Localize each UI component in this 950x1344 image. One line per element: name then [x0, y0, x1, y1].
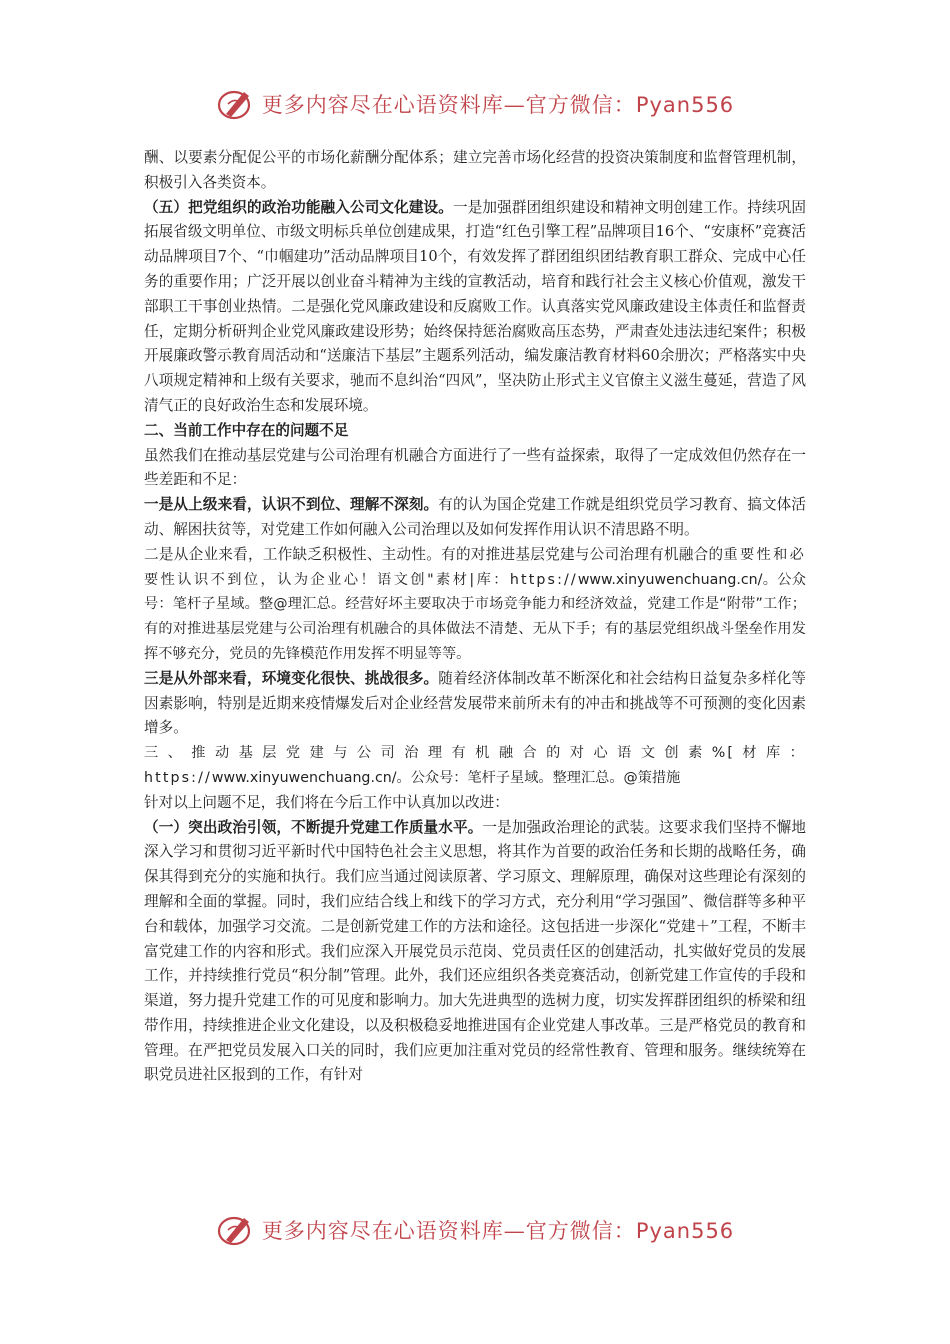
pen-logo-icon: [216, 84, 256, 124]
paragraph: 酬、以要素分配促公平的市场化薪酬分配体系；建立完善市场化经营的投资决策制度和监督管理机制，积极引入各类资本。: [144, 149, 806, 191]
paragraph: （一）突出政治引领，不断提升党建工作质量水平。一是加强政治理论的武装。这要求我们坚持不懈地深入学习和贯彻习近平新时代中国特色社会主义思想，将其作为首要的政治任务和长期的战略任务，确保其得到充分的实施和执行。我们应当通过阅读原著、学习原文、理解原理，确保对这些理论有深刻的理解和全面的掌握。同时，我们应结合线上和线下的学习方式，充分利用“学习强国”、微信群等多种平台和载体，加强学习交流。二是创新党建工作的方法和途径。这包括进一步深化“党建＋”工程，不断丰富党建工作的内容和形式。我们应深入开展党员示范岗、党员责任区的创建活动，扎实做好党员的发展工作，并持续推行党员“积分制”管理。此外，我们还应组织各类竞赛活动，创新党建工作宣传的手段和渠道，努力提升党建工作的可见度和影响力。加大先进典型的选树力度，切实发挥群团组织的桥梁和纽带作用，持续推进企业文化建设，以及积极稳妥地推进国有企业党建人事改革。三是严格党员的教育和管理。在严把党员发展入口关的同时，我们应更加注重对党员的经常性教育、管理和服务。继续统筹在职党员进社区报到的工作，有针对: [144, 818, 806, 1084]
footer-banner: [0, 1210, 950, 1250]
banner-text: 更多内容尽在心语资料库—官方微信：Pyan556: [261, 93, 735, 117]
banner-text: 更多内容尽在心语资料库—官方微信：Pyan556: [261, 1219, 735, 1243]
paragraph: 二是从企业来看，工作缺乏积极性、主动性。有的对推进基层党建与公司治理有机融合的重要性和必要性认识不到位，认为企业心！语文创"素材|库：https://www.xinyuwenchuang.cn/。公众号：笔杆子星域。整@理汇总。经营好坏主要取决于市场竞争能力和经济效益，党建工作是“附带”工作；有的对推进基层党建与公司治理有机融合的具体做法不清楚、无从下手；有的基层党组织战斗堡垒作用发挥不够充分，党员的先锋模范作用发挥不明显等等。: [144, 545, 806, 662]
paragraph: 针对以上问题不足，我们将在今后工作中认真加以改进：: [144, 793, 509, 811]
header-banner: [0, 84, 950, 124]
section-heading: （一）突出政治引领，不断提升党建工作质量水平。: [144, 818, 483, 836]
pen-logo-icon: [216, 1210, 256, 1250]
section-heading: 三、推动基层党建与公司治理有机融合的对心语文创素%[材库：https://www.xinyuwenchuang.cn/。公众号：笔杆子星域。整理汇总。@策措施: [144, 745, 806, 786]
paragraph: 虽然我们在推动基层党建与公司治理有机融合方面进行了一些有益探索，取得了一定成效但仍然存在一些差距和不足：: [144, 446, 806, 489]
section-heading: 二是从企业来看，工作缺乏积极性、主动性。有的对推进基层党建与公司治理有机融合的: [144, 545, 724, 563]
paragraph: 三是从外部来看，环境变化很快、挑战很多。随着经济体制改革不断深化和社会结构日益复杂多样化等因素影响，特别是近期来疫情爆发后对企业经营发展带来前所未有的冲击和挑战等不可预测的变化因素增多。: [144, 669, 806, 737]
wechat-id: Pyan556: [635, 93, 735, 117]
section-heading: （五）把党组织的政治功能融入公司文化建设。: [144, 198, 453, 216]
wechat-id: Pyan556: [635, 1219, 735, 1243]
paragraph: 一是从上级来看，认识不到位、理解不深刻。有的认为国企党建工作就是组织党员学习教育、搞文体活动、解困扶贫等，对党建工作如何融入公司治理以及如何发挥作用认识不清思路不明。: [144, 496, 806, 538]
section-heading: 一是从上级来看，认识不到位、理解不深刻。: [144, 496, 439, 514]
section-heading: 三是从外部来看，环境变化很快、挑战很多。: [144, 669, 439, 687]
section-heading: 二、当前工作中存在的问题不足: [144, 421, 349, 439]
document-body: [144, 146, 806, 1088]
paragraph: （五）把党组织的政治功能融入公司文化建设。一是加强群团组织建设和精神文明创建工作。持续巩固拓展省级文明单位、市级文明标兵单位创建成果，打造“红色引擎工程”品牌项目16个、“安康杯”竞赛活动品牌项目7个、“巾帼建功”活动品牌项目10个，有效发挥了群团组织团结教育职工群众、完成中心任务的重要作用；广泛开展以创业奋斗精神为主线的宣教活动，培育和践行社会主义核心价值观，激发干部职工干事创业热情。二是强化党风廉政建设和反腐败工作。认真落实党风廉政建设主体责任和监督责任，定期分析研判企业党风廉政建设形势；始终保持惩治腐败高压态势，严肃查处违法违纪案件；积极开展廉政警示教育周活动和“送廉洁下基层”主题系列活动，编发廉洁教育材料60余册次；严格落实中央八项规定精神和上级有关要求，驰而不息纠治“四风”，坚决防止形式主义官僚主义滋生蔓延，营造了风清气正的良好政治生态和发展环境。: [144, 198, 806, 414]
